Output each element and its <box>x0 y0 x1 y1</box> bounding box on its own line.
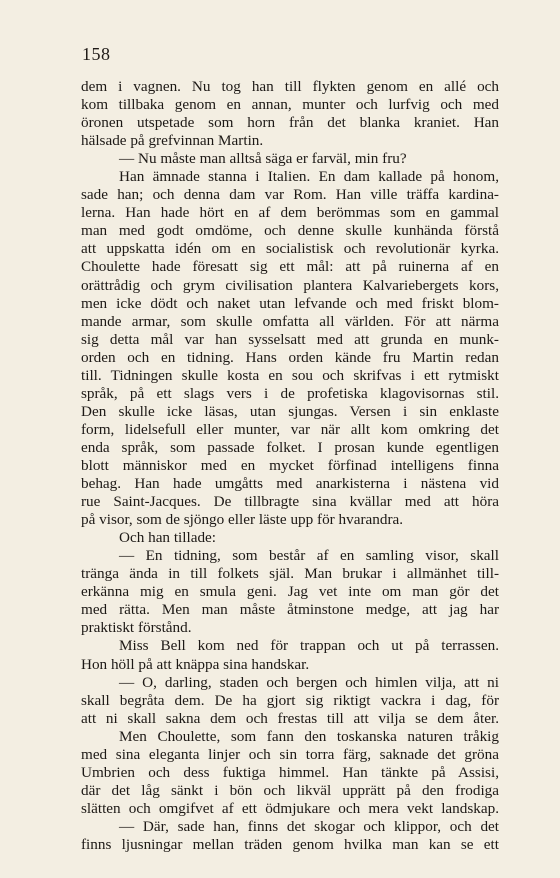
text-line-2: kom tillbaka genom en annan, munter och lurfvig och med <box>81 96 499 114</box>
text-line-10: att uppskatta idén om en socialistisk och revolutionär kyrka. <box>81 240 499 258</box>
text-line-43: finns ljusningar mellan träden genom hvilka man kan se ett <box>81 835 499 853</box>
text-line-28: tränga ända in till folkets själ. Man brukar i allmänhet till- <box>81 565 499 583</box>
page-text <box>81 78 499 854</box>
text-line-8: lerna. Han hade hört en af dem berömmas som en gammal <box>81 204 499 222</box>
text-line-6: Han ämnade stanna i Italien. En dam kallade på honom, <box>119 168 499 186</box>
text-line-35: skall begråta dem. De ha gjort sig riktigt vackra i dag, för <box>81 691 499 709</box>
text-line-16: orden och en tidning. Hans orden kände fru Martin redan <box>81 348 499 366</box>
text-line-41: slätten och omgifvet af ett ödmjukare och mera vekt landskap. <box>81 799 499 817</box>
text-line-7: sade han; och denna dam var Rom. Han ville träffa kardina- <box>81 186 499 204</box>
text-line-24: rue Saint-Jacques. De tillbragte sina kvällar med att höra <box>81 493 499 511</box>
text-line-33: Hon höll på att knäppa sina handskar. <box>81 655 310 673</box>
text-line-32: Miss Bell kom ned för trappan och ut på terrassen. <box>119 637 499 655</box>
text-line-38: med sina eleganta linjer och sin torra färg, saknade det gröna <box>81 745 499 763</box>
text-line-5: — Nu måste man alltså säga er farväl, min fru? <box>119 150 407 168</box>
text-line-12: orättrådig och grym civilisation plantera Kalvariebergets kors, <box>81 276 499 294</box>
text-line-13: men icke dödt och naket utan lefvande och med friskt blom- <box>81 294 499 312</box>
text-line-4: hälsade på grefvinnan Martin. <box>81 132 264 150</box>
text-line-31: praktiskt förstånd. <box>81 619 192 637</box>
text-line-3: öronen utspetade som horn från det blanka kraniet. Han <box>81 114 499 132</box>
text-line-20: form, lidelsefull eller munter, var när allt kom omkring det <box>81 420 499 438</box>
text-line-29: erkänna mig en smula geni. Jag vet inte om man gör det <box>81 583 499 601</box>
text-line-34: — O, darling, staden och bergen och himlen vilja, att ni <box>119 673 499 691</box>
text-line-17: till. Tidningen skulle kosta en sou och skrifvas i ett rytmiskt <box>81 366 499 384</box>
text-line-9: man med godt omdöme, och denne skulle kunhända förstå <box>81 222 499 240</box>
text-line-40: där det låg sänkt i bön och likväl upprätt på den frodiga <box>81 781 499 799</box>
text-line-23: behag. Han hade umgåtts med anarkisterna i nästena vid <box>81 475 499 493</box>
text-line-11: Choulette hade föresatt sig ett mål: att på ruinerna af en <box>81 258 499 276</box>
text-line-37: Men Choulette, som fann den toskanska naturen tråkig <box>119 727 499 745</box>
text-line-18: språk, på ett slags vers i de profetiska klagovisornas stil. <box>81 384 499 402</box>
text-line-25: på visor, som de sjöngo eller läste upp för hvarandra. <box>81 511 404 529</box>
text-line-19: Den skulle icke läsas, utan sjungas. Versen i sin enklaste <box>81 402 499 420</box>
text-line-15: sig detta mål var han sysselsatt med att grunda en munk- <box>81 330 499 348</box>
page-number: 158 <box>82 44 111 64</box>
text-line-1: dem i vagnen. Nu tog han till flykten genom en allé och <box>81 78 499 95</box>
text-line-27: — En tidning, som består af en samling visor, skall <box>119 547 499 565</box>
text-line-42: — Där, sade han, finns det skogar och klippor, och det <box>119 817 499 835</box>
text-line-39: Umbrien och dess fuktiga himmel. Han tänkte på Assisi, <box>81 763 499 781</box>
text-line-26: Och han tillade: <box>119 529 216 547</box>
text-line-36: att ni skall sakna dem och frestas till att vilja se dem åter. <box>81 709 499 727</box>
text-line-22: blott människor med en mycket förfinad intelligens finna <box>81 456 499 474</box>
text-line-14: mande armar, som skulle omfatta all världen. För att närma <box>81 312 499 330</box>
text-line-30: med rätta. Men man måste åtminstone medge, att jag har <box>81 601 499 619</box>
text-line-21: enda språk, som passade folket. I prosan kunde egentligen <box>81 438 499 456</box>
